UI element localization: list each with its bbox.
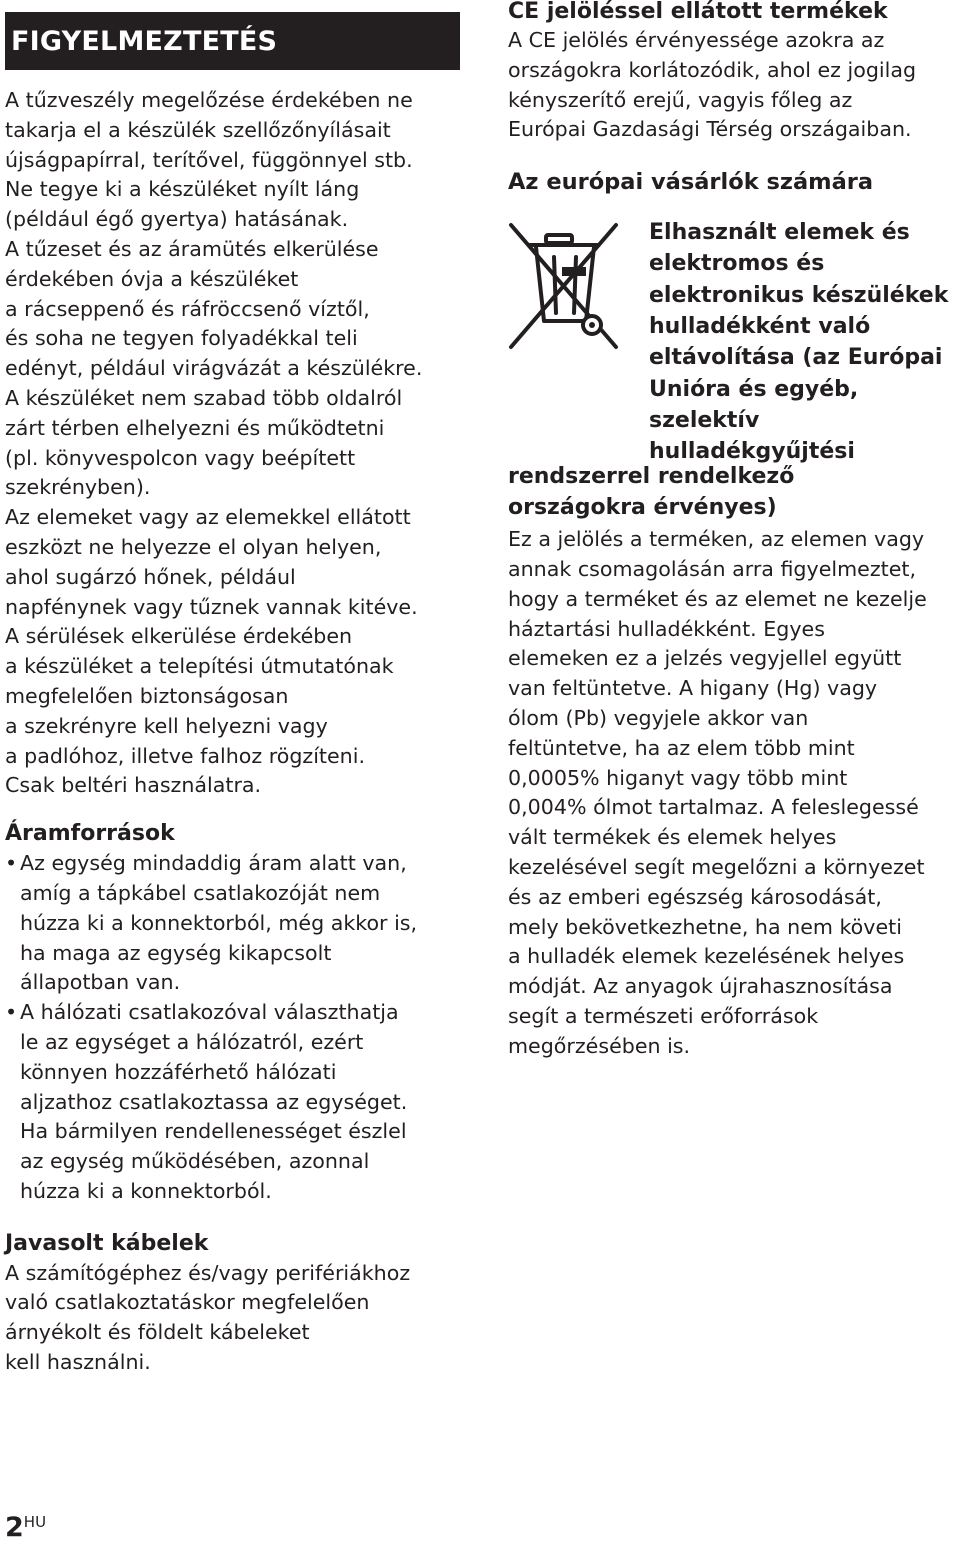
ce-text bbox=[508, 26, 960, 145]
warning-text-line: (pl. könyvespolcon vagy beépített bbox=[5, 445, 356, 470]
cables-text-line: való csatlakoztatáskor megfelelően bbox=[5, 1290, 370, 1315]
cables-text-line: A számítógéphez és/vagy perifériákhoz bbox=[5, 1260, 411, 1285]
weee-title-line: hulladékként való bbox=[649, 314, 871, 340]
weee-title-line: Unióra és egyéb, bbox=[649, 376, 859, 402]
cables-text-line: árnyékolt és földelt kábeleket bbox=[5, 1320, 310, 1345]
list-item-line: állapotban van. bbox=[20, 970, 181, 995]
bullet-marker: • bbox=[5, 851, 18, 876]
weee-title-line: elektromos és bbox=[649, 251, 825, 277]
weee-body-line: hogy a terméket és az elemet ne kezelje bbox=[508, 586, 927, 611]
warning-text-line: napfénynek vagy tűznek vannak kitéve. bbox=[5, 594, 418, 619]
weee-block bbox=[508, 217, 960, 465]
weee-body-text bbox=[508, 525, 960, 1061]
weee-title-line: hulladékgyűjtési bbox=[649, 439, 855, 465]
ce-text-line: Európai Gazdasági Térség országaiban. bbox=[508, 117, 912, 142]
list-item-line: könnyen hozzáférhető hálózati bbox=[20, 1059, 337, 1084]
warning-text-line: a készüléket a telepítési útmutatónak bbox=[5, 654, 394, 679]
eu-customers-heading: Az európai vásárlók számára bbox=[508, 169, 874, 196]
warning-text-line: A tűzveszély megelőzése érdekében ne bbox=[5, 88, 413, 112]
weee-body-line: a hulladék elemek kezelésének helyes bbox=[508, 944, 905, 969]
warning-text-line: takarja el a készülék szellőzőnyílásait bbox=[5, 117, 391, 142]
weee-body-line: segít a természeti erőforrások bbox=[508, 1003, 819, 1028]
page-number-value: 2 bbox=[5, 1512, 24, 1543]
weee-title-line: országokra érvényes) bbox=[508, 495, 777, 521]
warning-text-line: a szekrényre kell helyezni vagy bbox=[5, 713, 328, 738]
warning-text-line: és soha ne tegyen folyadékkal teli bbox=[5, 326, 358, 351]
warning-text-line: Csak beltéri használatra. bbox=[5, 773, 262, 798]
warning-text-line: edényt, például virágvázát a készülékre. bbox=[5, 356, 423, 381]
cables-text-line: kell használni. bbox=[5, 1350, 151, 1375]
warning-text-line: a rácseppenő és ráfröccsenő víztől, bbox=[5, 296, 370, 321]
warning-text-line: Ne tegye ki a készüléket nyílt láng bbox=[5, 177, 360, 202]
list-item bbox=[5, 849, 460, 998]
warning-heading: FIGYELMEZTETÉS bbox=[5, 12, 460, 70]
left-column bbox=[5, 0, 460, 1378]
weee-title-line: rendszerrel rendelkező bbox=[508, 464, 795, 490]
weee-body-line: 0,004% ólmot tartalmaz. A feleslegessé bbox=[508, 795, 919, 820]
weee-body-line: 0,0005% higanyt vagy több mint bbox=[508, 765, 848, 790]
ce-heading: CE jelöléssel ellátott termékek bbox=[508, 0, 888, 24]
warning-text-line: ahol sugárzó hőnek, például bbox=[5, 564, 296, 589]
weee-body-line: ólom (Pb) vegyjele akkor van bbox=[508, 705, 809, 730]
weee-body-line: megőrzésében is. bbox=[508, 1033, 691, 1058]
warning-text-line: a padlóhoz, illetve falhoz rögzíteni. bbox=[5, 743, 365, 768]
weee-body-line: van feltüntetve. A higany (Hg) vagy bbox=[508, 676, 878, 701]
warning-text-line: A sérülések elkerülése érdekében bbox=[5, 624, 353, 649]
cables-text bbox=[5, 1259, 460, 1378]
weee-title-line: szelektív bbox=[649, 407, 760, 433]
list-item bbox=[5, 998, 460, 1207]
weee-title-line: Elhasznált elemek és bbox=[649, 220, 910, 246]
list-item-line: az egység működésében, azonnal bbox=[20, 1149, 370, 1174]
weee-body-line: háztartási hulladékként. Egyes bbox=[508, 616, 825, 641]
weee-title bbox=[649, 217, 948, 467]
list-item-line: aljzathoz csatlakoztassa az egységet. bbox=[20, 1089, 408, 1114]
warning-text-line: Az elemeket vagy az elemekkel ellátott bbox=[5, 505, 411, 530]
page-language: HU bbox=[23, 1513, 47, 1531]
warning-text-line: szekrényben). bbox=[5, 475, 151, 500]
warning-text-line: érdekében óvja a készüléket bbox=[5, 266, 299, 291]
weee-body-line: és az emberi egészség károsodását, bbox=[508, 884, 882, 909]
weee-title-continued bbox=[508, 461, 960, 523]
weee-body-line: annak csomagolásán arra figyelmeztet, bbox=[508, 556, 916, 581]
list-item-line: húzza ki a konnektorból. bbox=[20, 1178, 272, 1203]
warning-text-line: A tűzeset és az áramütés elkerülése bbox=[5, 236, 379, 261]
warning-text-line: (például égő gyertya) hatásának. bbox=[5, 207, 349, 232]
warning-text-line: újságpapírral, terítővel, függönnyel stb. bbox=[5, 147, 413, 172]
bullet-marker: • bbox=[5, 1000, 18, 1025]
weee-title-line: eltávolítása (az Európai bbox=[649, 345, 943, 371]
weee-body-line: mely bekövetkezhetne, ha nem követi bbox=[508, 914, 902, 939]
warning-text-line: eszközt ne helyezze el olyan helyen, bbox=[5, 534, 382, 559]
page-number bbox=[5, 1512, 46, 1543]
list-item-line: Ha bármilyen rendellenességet észlel bbox=[20, 1119, 407, 1144]
ce-text-line: A CE jelölés érvényessége azokra az bbox=[508, 28, 885, 52]
weee-body-line: Ez a jelölés a terméken, az elemen vagy bbox=[508, 527, 925, 552]
weee-body-line: vált termékek és elemek helyes bbox=[508, 825, 837, 850]
power-sources-list bbox=[5, 849, 460, 1207]
list-item-line: le az egységet a hálózatról, ezért bbox=[20, 1029, 364, 1054]
crossed-out-wheelie-bin-icon bbox=[508, 221, 620, 351]
list-item-line: Az egység mindaddig áram alatt van, bbox=[20, 851, 407, 876]
ce-text-line: országokra korlátozódik, ahol ez jogilag bbox=[508, 57, 917, 82]
list-item-line: amíg a tápkábel csatlakozóját nem bbox=[20, 880, 381, 905]
warning-text bbox=[5, 86, 460, 801]
weee-title-line: elektronikus készülékek bbox=[649, 282, 949, 308]
list-item-line: ha maga az egység kikapcsolt bbox=[20, 940, 332, 965]
list-item-line: húzza ki a konnektorból, még akkor is, bbox=[20, 910, 418, 935]
ce-text-line: kényszerítő erejű, vagyis főleg az bbox=[508, 87, 853, 112]
weee-body-line: módját. Az anyagok újrahasznosítása bbox=[508, 974, 893, 999]
warning-text-line: A készüléket nem szabad több oldalról bbox=[5, 385, 403, 410]
cables-heading: Javasolt kábelek bbox=[5, 1230, 209, 1256]
list-item-line: A hálózati csatlakozóval választhatja bbox=[20, 1000, 399, 1025]
warning-text-line: zárt térben elhelyezni és működtetni bbox=[5, 415, 385, 440]
warning-text-line: megfelelően biztonságosan bbox=[5, 683, 289, 708]
power-sources-heading: Áramforrások bbox=[5, 821, 175, 847]
weee-body-line: kezelésével segít megelőzni a környezet bbox=[508, 854, 925, 879]
weee-body-line: elemeken ez a jelzés vegyjellel együtt bbox=[508, 646, 902, 671]
weee-body-line: feltüntetve, ha az elem több mint bbox=[508, 735, 855, 760]
right-column bbox=[508, 0, 960, 1062]
